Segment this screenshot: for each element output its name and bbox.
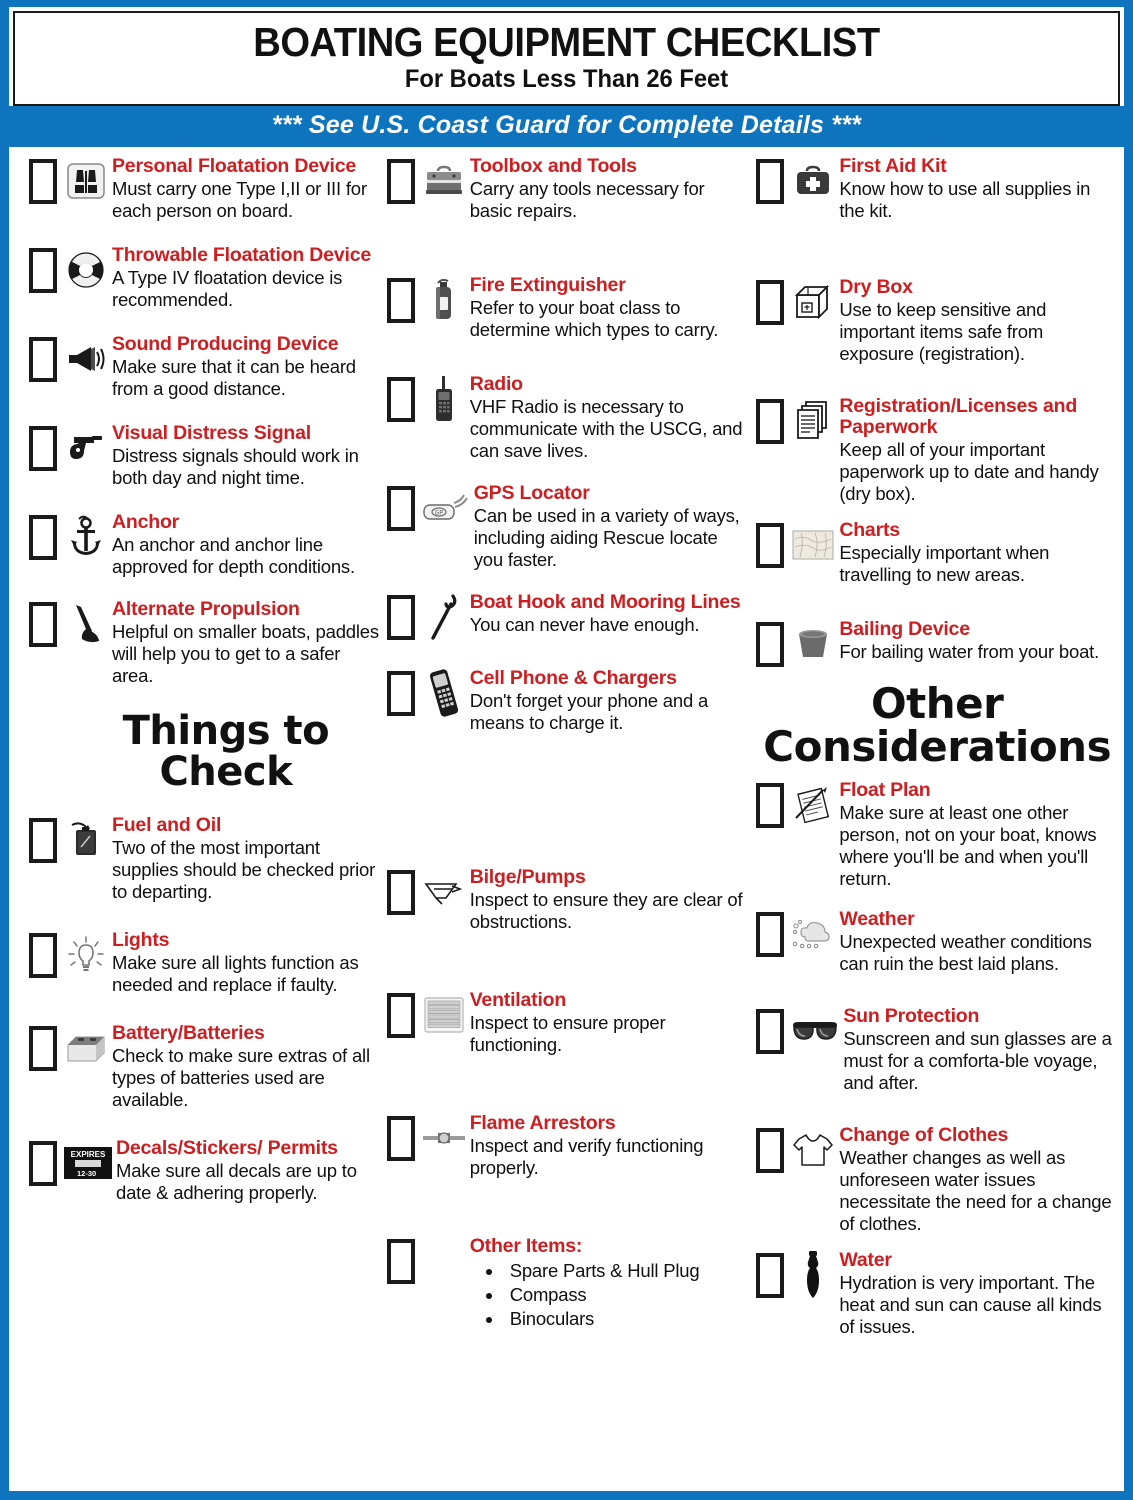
item-title: Float Plan — [839, 779, 931, 802]
item-title: Fire Extinguisher — [469, 273, 626, 296]
item-text — [112, 422, 383, 489]
checkbox-anchor[interactable] — [29, 515, 57, 560]
item-text — [470, 591, 751, 636]
column-one — [15, 155, 383, 1219]
checkbox-change-of-clothes[interactable] — [756, 1128, 784, 1173]
toolbox-icon — [420, 157, 468, 205]
column-two-spacer — [387, 748, 751, 866]
page-title: BOATING EQUIPMENT CHECKLIST — [253, 19, 880, 65]
list-item: • Compass — [504, 1283, 751, 1307]
checkbox-cell-phone-and-chargers[interactable] — [387, 671, 415, 716]
sunglasses-icon — [789, 1007, 841, 1055]
handheld-radio-icon — [420, 375, 468, 423]
item-description: Make sure all lights function as needed and replace if faulty. — [112, 952, 359, 996]
item-text — [470, 989, 751, 1056]
checklist-row[interactable] — [29, 1022, 383, 1111]
battery-icon — [62, 1024, 110, 1072]
column-three — [750, 155, 1118, 1353]
checklist-row[interactable] — [29, 422, 383, 489]
things-to-check-heading: Things to Check — [122, 707, 330, 796]
checklist-row[interactable] — [387, 591, 751, 641]
checkbox-alternate-propulsion[interactable] — [29, 602, 57, 647]
item-title: Fuel and Oil — [112, 814, 222, 837]
item-title: Bailing Device — [839, 617, 970, 640]
item-title: Visual Distress Signal — [112, 421, 311, 444]
bilge-pump-icon — [420, 868, 468, 916]
checklist-row[interactable] — [387, 274, 751, 341]
item-title: Anchor — [112, 510, 180, 533]
checklist-row[interactable] — [387, 989, 751, 1056]
item-description: Two of the most important supplies should be checked prior to departing. — [112, 837, 376, 903]
item-text — [839, 1124, 1118, 1235]
fuel-can-icon — [62, 816, 110, 864]
checklist-row[interactable] — [756, 276, 1118, 365]
item-title: Lights — [112, 929, 170, 952]
item-description: Inspect to ensure proper functioning. — [469, 1011, 666, 1055]
item-title: Decals/Stickers/ Permits — [116, 1137, 338, 1160]
water-bottle-icon — [789, 1251, 837, 1299]
checkbox-personal-floatation-device[interactable] — [29, 159, 57, 204]
checkbox-decals-stickers-permits[interactable] — [29, 1141, 57, 1186]
checkbox-sun-protection[interactable] — [756, 1009, 784, 1054]
anchor-icon — [62, 513, 110, 561]
checklist-row[interactable] — [29, 244, 383, 311]
column-two — [383, 155, 751, 1346]
checklist-row[interactable] — [756, 908, 1118, 975]
item-text — [839, 908, 1118, 975]
gps-locator-icon — [420, 484, 472, 532]
item-description: You can never have enough. — [469, 613, 700, 635]
paddle-icon — [62, 600, 110, 648]
svg-text:GP: GP — [434, 510, 444, 517]
item-title: Throwable Floatation Device — [112, 243, 371, 266]
item-description: Hydration is very important. The heat and sun can cause all kinds of issues. — [839, 1272, 1102, 1338]
item-title: Alternate Propulsion — [112, 597, 300, 620]
item-description: Inspect and verify functioning properly. — [469, 1134, 704, 1178]
checklist-row[interactable] — [29, 1137, 383, 1204]
item-text — [470, 274, 751, 341]
checklist-row[interactable] — [387, 1112, 751, 1179]
paperwork-icon — [789, 397, 837, 445]
item-title: Water — [839, 1249, 892, 1272]
item-text — [470, 1235, 751, 1331]
item-title: Cell Phone & Chargers — [469, 666, 677, 689]
item-title: GPS Locator — [473, 481, 590, 504]
item-title: Sound Producing Device — [112, 332, 339, 355]
decal-sticker-icon — [62, 1139, 114, 1187]
svg-text:12-30: 12-30 — [77, 1169, 97, 1179]
item-description: Can be used in a variety of ways, including aiding Rescue locate you faster. — [473, 504, 740, 570]
cell-phone-icon — [420, 669, 468, 717]
item-text — [470, 1112, 751, 1179]
life-jacket-icon — [62, 157, 110, 205]
checklist-row[interactable] — [387, 373, 751, 462]
other-items-title: Other Items: — [469, 1234, 583, 1257]
item-title: Boat Hook and Mooring Lines — [469, 590, 741, 613]
checklist-row[interactable] — [756, 1249, 1118, 1338]
item-description: Unexpected weather conditions can ruin the best laid plans. — [839, 931, 1092, 975]
checkbox-boat-hook-and-mooring-lines[interactable] — [387, 595, 415, 640]
item-title: Toolbox and Tools — [469, 154, 637, 177]
checklist-row[interactable] — [29, 511, 383, 578]
item-text — [839, 276, 1118, 365]
item-title: Personal Floatation Device — [112, 154, 357, 177]
item-text — [112, 155, 383, 222]
item-description: Refer to your boat class to determine which types to carry. — [469, 296, 719, 340]
checkbox-bailing-device[interactable] — [756, 622, 784, 667]
item-title: Dry Box — [839, 275, 913, 298]
item-text — [839, 618, 1118, 663]
item-text — [843, 1005, 1118, 1094]
other-considerations-heading — [756, 678, 1118, 772]
item-description: For bailing water from your boat. — [839, 640, 1100, 662]
checkbox-dry-box[interactable] — [756, 280, 784, 325]
checkbox-charts[interactable] — [756, 523, 784, 568]
item-description: Helpful on smaller boats, paddles will help you to get to a safer area. — [112, 620, 379, 686]
list-item: • Binoculars — [504, 1307, 751, 1331]
item-text — [470, 155, 751, 222]
item-description: Make sure that it can be heard from a good distance. — [112, 355, 356, 399]
checklist-row[interactable] — [756, 519, 1118, 586]
item-text — [839, 519, 1118, 586]
item-title: Charts — [839, 518, 900, 541]
list-item: • Spare Parts & Hull Plug — [504, 1259, 751, 1283]
item-description: Make sure at least one other person, not on your boat, knows where you'll be and when you'll return. — [839, 802, 1097, 890]
svg-text:EXPIRES: EXPIRES — [70, 1150, 106, 1160]
checkbox-sound-producing-device[interactable] — [29, 337, 57, 382]
title-block — [13, 11, 1120, 106]
item-text — [839, 155, 1118, 222]
item-description: Make sure all decals are up to date & adhering properly. — [116, 1160, 357, 1204]
checkbox-first-aid-kit[interactable] — [756, 159, 784, 204]
checkbox-radio[interactable] — [387, 377, 415, 422]
checklist-row[interactable] — [29, 333, 383, 400]
flame-arrestor-icon — [420, 1114, 468, 1162]
checkbox-weather[interactable] — [756, 912, 784, 957]
item-description: Don't forget your phone and a means to charge it. — [469, 689, 709, 733]
item-title: First Aid Kit — [839, 154, 947, 177]
checklist-sheet — [9, 147, 1124, 1491]
checklist-row[interactable] — [756, 155, 1118, 222]
fire-extinguisher-icon — [420, 276, 468, 324]
checkbox-bilge-pumps[interactable] — [387, 870, 415, 915]
checkbox-toolbox-and-tools[interactable] — [387, 159, 415, 204]
checkbox-water[interactable] — [756, 1253, 784, 1298]
item-text — [112, 814, 383, 903]
bucket-icon — [789, 620, 837, 668]
item-text — [112, 598, 383, 687]
item-text — [112, 511, 383, 578]
tshirt-icon — [789, 1126, 837, 1174]
item-text — [470, 373, 751, 462]
item-title: Bilge/Pumps — [469, 865, 586, 888]
item-title: Weather — [839, 908, 915, 931]
item-description: Keep all of your important paperwork up to date and handy (dry box). — [839, 438, 1099, 504]
checklist-row[interactable] — [29, 155, 383, 222]
checkbox-other-items[interactable] — [387, 1239, 415, 1284]
checklist-row[interactable] — [756, 1124, 1118, 1235]
checklist-row[interactable] — [756, 618, 1118, 668]
checkbox-lights[interactable] — [29, 933, 57, 978]
checkbox-battery[interactable] — [29, 1026, 57, 1071]
item-text — [470, 667, 751, 734]
boat-hook-icon — [420, 593, 468, 641]
checkbox-fuel-and-oil[interactable] — [29, 818, 57, 863]
item-description: Especially important when travelling to new areas. — [839, 541, 1050, 585]
item-description: A Type IV floatation device is recommended. — [112, 266, 343, 310]
checklist-columns — [15, 155, 1118, 1491]
other-items-icon-placeholder — [420, 1237, 468, 1285]
checkbox-fire-extinguisher[interactable] — [387, 278, 415, 323]
item-title: Flame Arrestors — [469, 1111, 616, 1134]
item-title: Registration/Licenses and Paperwork — [839, 394, 1078, 438]
item-text — [839, 1249, 1118, 1338]
item-description: Must carry one Type I,II or III for each person on board. — [112, 177, 367, 221]
checkbox-visual-distress-signal[interactable] — [29, 426, 57, 471]
first-aid-kit-icon — [789, 157, 837, 205]
checklist-row[interactable] — [387, 1235, 751, 1331]
light-bulb-icon — [62, 931, 110, 979]
item-text — [112, 1022, 383, 1111]
life-ring-icon — [62, 246, 110, 294]
checkbox-registration-licenses-paperwork[interactable] — [756, 399, 784, 444]
checklist-row[interactable] — [387, 482, 751, 571]
item-text — [470, 866, 751, 933]
item-description: Distress signals should work in both day and night time. — [112, 444, 359, 488]
float-plan-icon — [789, 781, 837, 829]
checklist-row[interactable] — [756, 1005, 1118, 1094]
checkbox-gps-locator[interactable] — [387, 486, 415, 531]
checkbox-ventilation[interactable] — [387, 993, 415, 1038]
item-text — [112, 333, 383, 400]
checkbox-flame-arrestors[interactable] — [387, 1116, 415, 1161]
item-title: Ventilation — [469, 988, 567, 1011]
checklist-row[interactable] — [756, 395, 1118, 505]
item-description: Use to keep sensitive and important items safe from exposure (registration). — [839, 298, 1047, 364]
checklist-row[interactable] — [756, 779, 1118, 890]
other-considerations-line-1: Other — [870, 678, 1004, 728]
page-subtitle: For Boats Less Than 26 Feet — [404, 65, 729, 94]
checkbox-float-plan[interactable] — [756, 783, 784, 828]
checklist-row[interactable] — [387, 155, 751, 222]
nautical-chart-icon — [789, 521, 837, 569]
checklist-row[interactable] — [29, 929, 383, 996]
item-title: Sun Protection — [843, 1005, 980, 1028]
item-text — [839, 395, 1118, 505]
item-text — [474, 482, 751, 571]
item-description: Weather changes as well as unforeseen water issues necessitate the need for a change of clothes. — [839, 1147, 1112, 1235]
other-items-list — [470, 1259, 751, 1331]
item-description: Inspect to ensure they are clear of obstructions. — [469, 888, 743, 932]
weather-cloud-icon — [789, 910, 837, 958]
item-description: VHF Radio is necessary to communicate with the USCG, and can save lives. — [469, 395, 743, 461]
item-text — [116, 1137, 383, 1204]
ventilation-grille-icon — [420, 991, 468, 1039]
item-description: Sunscreen and sun glasses are a must for a comforta-ble voyage, and after. — [843, 1028, 1112, 1094]
checklist-row[interactable] — [387, 667, 751, 734]
checkbox-throwable-floatation-device[interactable] — [29, 248, 57, 293]
item-description: Carry any tools necessary for basic repairs. — [469, 177, 705, 221]
item-text — [112, 929, 383, 996]
item-title: Radio — [469, 372, 523, 395]
other-considerations-line-2: Considerations — [763, 722, 1112, 772]
item-description: Check to make sure extras of all types of batteries used are available. — [112, 1045, 370, 1111]
flare-gun-icon — [62, 424, 110, 472]
item-title: Change of Clothes — [839, 1124, 1009, 1147]
item-text — [112, 244, 383, 311]
checklist-row[interactable] — [29, 814, 383, 903]
item-text — [839, 779, 1118, 890]
coast-guard-banner: *** See U.S. Coast Guard for Complete Details *** — [9, 106, 1124, 147]
checklist-row[interactable] — [29, 598, 383, 687]
dry-box-icon — [789, 278, 837, 326]
megaphone-icon — [62, 335, 110, 383]
item-description: Know how to use all supplies in the kit. — [839, 177, 1091, 221]
item-title: Battery/Batteries — [112, 1022, 265, 1045]
checklist-row[interactable] — [387, 866, 751, 933]
item-description: An anchor and anchor line approved for depth conditions. — [112, 533, 355, 577]
